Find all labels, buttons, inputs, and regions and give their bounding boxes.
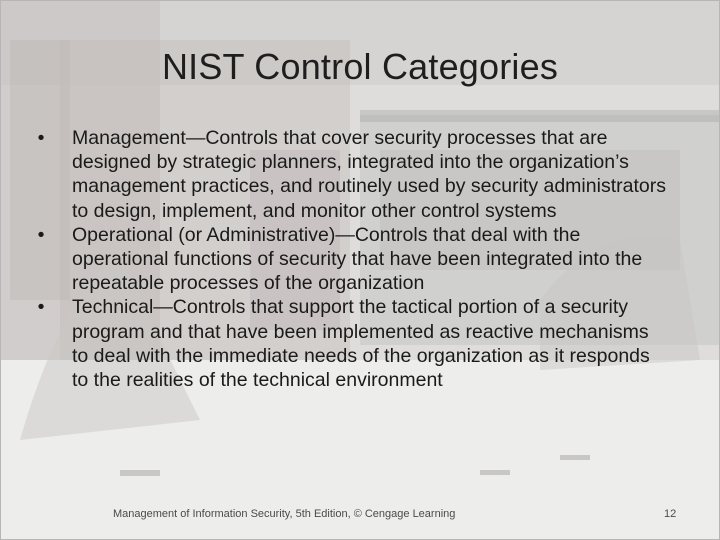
bullet-marker: • (37, 223, 45, 246)
bullet-text: Technical—Controls that support the tactical portion of a security program and that have been implemented as reactive mechanisms to deal with the immediate needs of the organization as it responds to the realities of the technical environment (72, 296, 650, 392)
bullet-text: Operational (or Administrative)—Controls that deal with the operational functions of security that have been integrated into the repeatable processes of the organization (72, 223, 643, 295)
page-number: 12 (664, 508, 677, 520)
slide-footer: Management of Information Security, 5th Edition, © Cengage Learning (113, 508, 456, 520)
bullet-text: Management—Controls that cover security processes that are designed by strategic planners, integrated into the organization’s management practices, and routinely used by security administrators to design, implement, and monitor other control systems (72, 127, 666, 222)
bullet-item-technical (30, 295, 670, 392)
bullet-marker: • (37, 296, 45, 319)
bullet-marker: • (37, 127, 45, 149)
slide-title: NIST Control Categories (161, 46, 559, 87)
bullet-item-operational (30, 223, 670, 296)
bullet-list (30, 126, 670, 392)
bullet-item-management (30, 126, 670, 223)
